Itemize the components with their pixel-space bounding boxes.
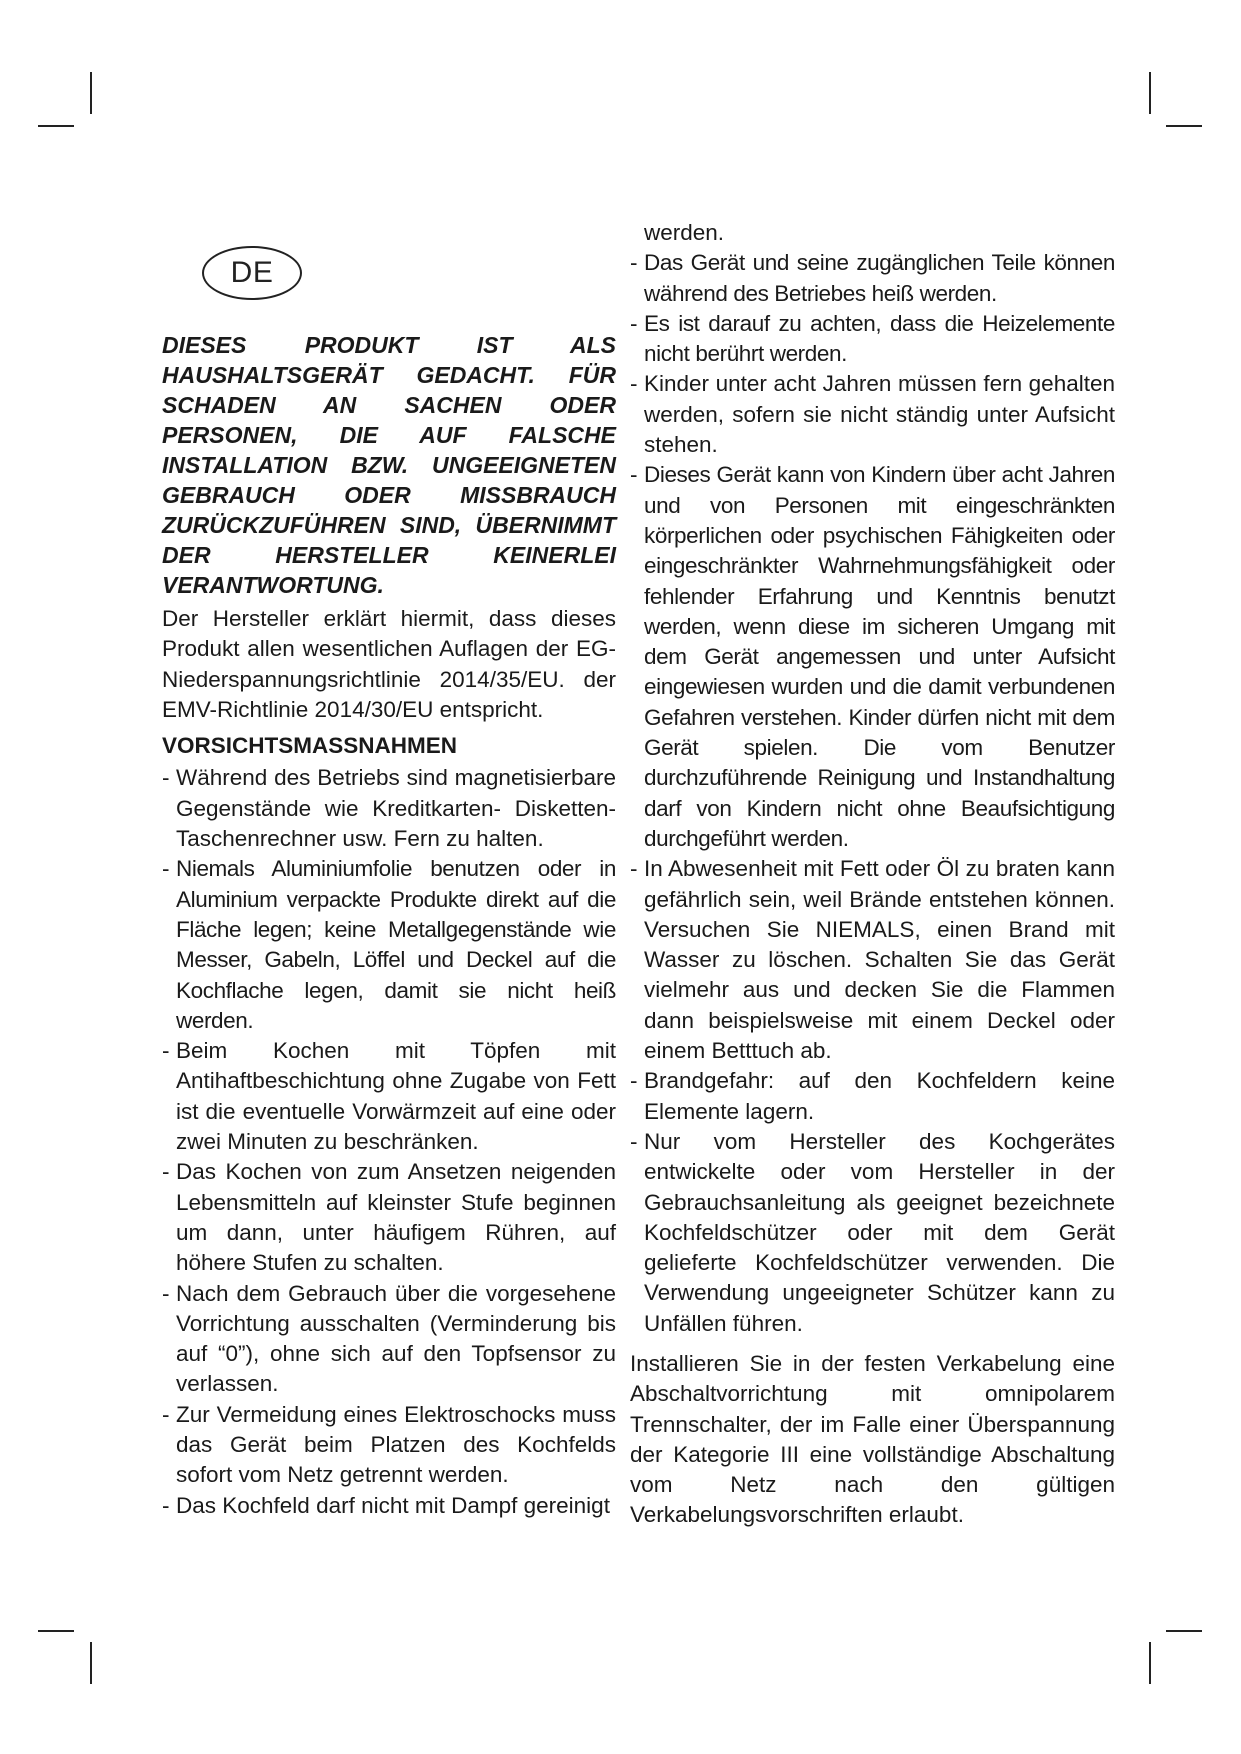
crop-mark-top-right-v [1149, 72, 1151, 114]
right-bullet-5: - In Abwesenheit mit Fett oder Öl zu braten kann gefährlich sein, weil Brände entstehen können. Versuchen Sie NIEMALS, einen Brand mit Wasser zu löschen. Schalten Sie das Gerät vielmehr aus und decken Sie die Flammen dann beispielsweise mit einem Deckel oder einem Betttuch ab. [630, 854, 1115, 1066]
left-bullet-1: - Während des Betriebs sind magnetisierbare Gegenstände wie Kreditkarten- Disketten- Taschenrechner usw. Fern zu halten. [162, 763, 616, 854]
left-bullet-6: - Zur Vermeidung eines Elektroschocks muss das Gerät beim Platzen des Kochfelds sofort vom Netz getrennt werden. [162, 1400, 616, 1491]
left-bullet-3: - Beim Kochen mit Töpfen mit Antihaftbeschichtung ohne Zugabe von Fett ist die eventuelle Vorwärmzeit auf eine oder zwei Minuten zu beschränken. [162, 1036, 616, 1157]
right-continuation: werden. [644, 220, 725, 245]
right-bullet-2: - Es ist darauf zu achten, dass die Heizelemente nicht berührt werden. [630, 309, 1115, 370]
right-bullet-4: - Dieses Gerät kann von Kindern über acht Jahren und von Personen mit eingeschränkten körperlichen oder psychischen Fähigkeiten oder eingeschränkter Wahrnehmungsfähigkeit oder fehlender Erfahrung und Kenntnis benutzt werden, wenn diese im sicheren Umgang mit dem Gerät angemessen und unter Aufsicht eingewiesen wurden und die damit verbundenen Gefahren verstehen. Kinder dürfen nicht mit dem Gerät spielen. Die vom Benutzer durchzuführende Reinigung und Instandhaltung darf von Kindern nicht ohne Beaufsichtigung durchgeführt werden. [630, 460, 1115, 854]
crop-mark-top-left-v [90, 72, 92, 114]
crop-mark-bottom-right-h [1166, 1630, 1202, 1632]
left-bullet-7: - Das Kochfeld darf nicht mit Dampf gereinigt [162, 1491, 616, 1521]
left-column [162, 330, 616, 1521]
crop-mark-top-left-h [38, 125, 74, 127]
right-bullet-1: - Das Gerät und seine zugänglichen Teile können während des Betriebes heiß werden. [630, 248, 1115, 309]
language-badge [202, 246, 302, 300]
left-bullet-4: - Das Kochen von zum Ansetzen neigenden Lebensmitteln auf kleinster Stufe beginnen um dann, unter häufigem Rühren, auf höhere Stufen zu schalten. [162, 1157, 616, 1278]
precautions-heading: VORSICHTSMASSNAHMEN [162, 733, 458, 759]
conformity-declaration: Der Hersteller erklärt hiermit, dass dieses Produkt allen wesentlichen Auflagen der EG-Niederspannungsrichtlinie 2014/35/EU. der EMV-Richtlinie 2014/30/EU entspricht. [162, 606, 616, 722]
language-badge-label: DE [230, 256, 274, 289]
left-bullet-5: - Nach dem Gebrauch über die vorgesehene Vorrichtung ausschalten (Verminderung bis auf “0”), ohne sich auf den Topfsensor zu verlassen. [162, 1279, 616, 1400]
crop-mark-bottom-left-h [38, 1630, 74, 1632]
left-bullet-2: - Niemals Aluminiumfolie benutzen oder in Aluminium verpackte Produkte direkt auf die Fläche legen; keine Metallgegenstände wie Messer, Gabeln, Löffel und Deckel auf die Kochflache legen, damit sie nicht heiß werden. [162, 854, 616, 1036]
crop-mark-bottom-left-v [90, 1642, 92, 1684]
crop-mark-top-right-h [1166, 125, 1202, 127]
right-column [630, 218, 1115, 1531]
right-bullet-3: - Kinder unter acht Jahren müssen fern gehalten werden, sofern sie nicht ständig unter Aufsicht stehen. [630, 369, 1115, 460]
installation-note: Installieren Sie in der festen Verkabelung eine Abschaltvorrichtung mit omnipolarem Trennschalter, der im Falle einer Überspannung der Kategorie III eine vollständige Abschaltung vom Netz nach den gültigen Verkabelungsvorschriften erlaubt. [630, 1350, 1115, 1528]
right-bullet-6: - Brandgefahr: auf den Kochfeldern keine Elemente lagern. [630, 1066, 1115, 1127]
right-bullet-7: - Nur vom Hersteller des Kochgerätes entwickelte oder vom Hersteller in der Gebrauchsanleitung als geeignet bezeichnete Kochfeldschützer oder mit dem Gerät gelieferte Kochfeldschützer verwenden. Die Verwendung ungeeigneter Schützer kann zu Unfällen führen. [630, 1127, 1115, 1339]
liability-warning: DIESES PRODUKT IST ALS HAUSHALTSGERÄT GEDACHT. FÜR SCHADEN AN SACHEN ODER PERSONEN, DIE AUF FALSCHE INSTALLATION BZW. UNGEEIGNETEN GEBRAUCH ODER MISSBRAUCH ZURÜCKZUFÜHREN SIND, ÜBERNIMMT DER HERSTELLER KEINERLEI VERANTWORTUNG. [162, 332, 616, 598]
crop-mark-bottom-right-v [1149, 1642, 1151, 1684]
